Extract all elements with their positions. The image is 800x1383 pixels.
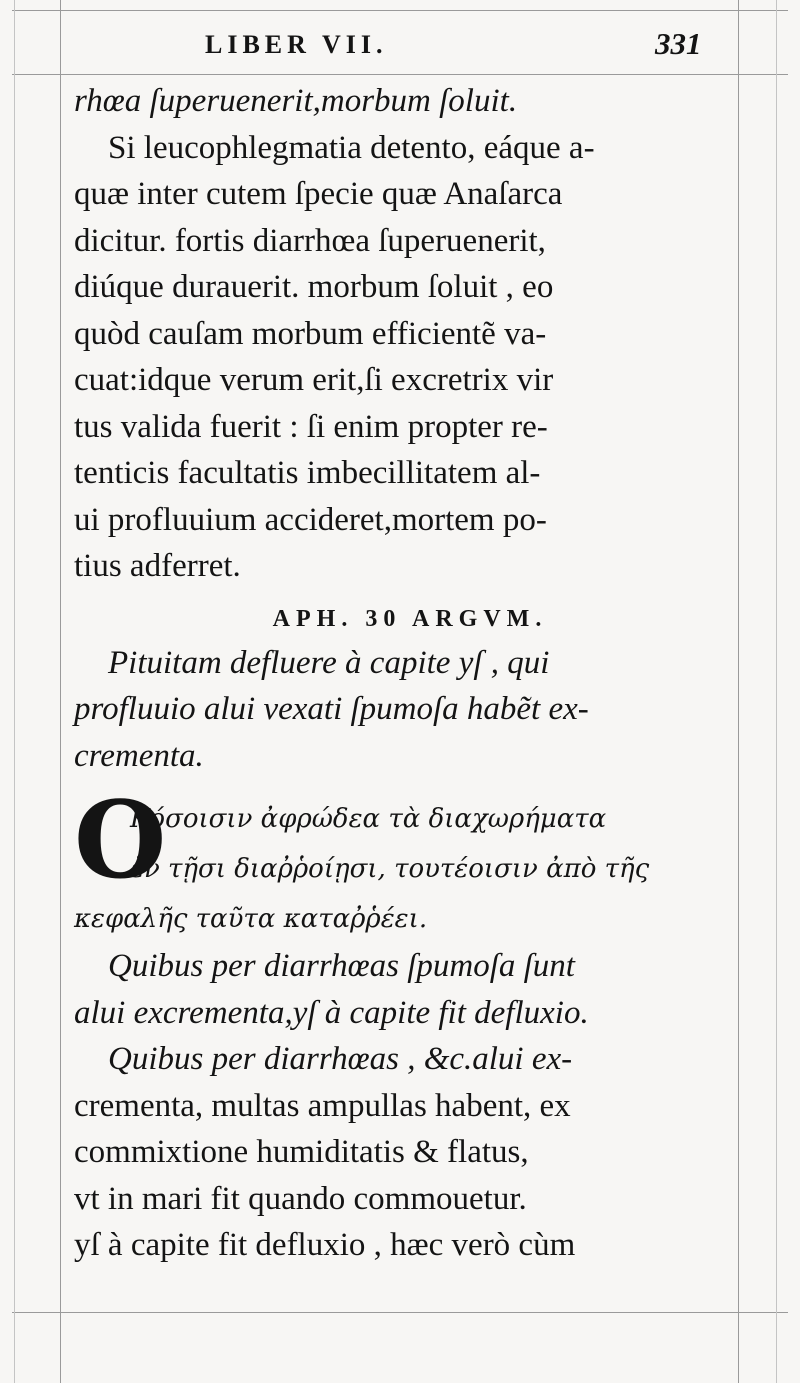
text-line: ui profluuium accideret,mortem po- — [74, 501, 547, 538]
header-rule — [12, 74, 788, 75]
text-line: Quibus per diarrhœas ſpumoſa ſunt — [108, 948, 575, 984]
text-line: vt in mari fit quando commouetur. — [74, 1180, 527, 1217]
text-line: tius adferret. — [74, 548, 241, 584]
top-rule — [12, 10, 788, 11]
paragraph-translation — [74, 943, 726, 1269]
body-text — [74, 78, 726, 1269]
spacer — [74, 779, 726, 793]
greek-line: κεφαλῆς ταῦτα καταῤῥέει. — [74, 904, 428, 934]
text-line: tenticis facultatis imbecillitatem al- — [74, 455, 541, 491]
text-line: tus valida fuerit : ſi enim propter re- — [74, 408, 548, 445]
text-line: crementa. — [74, 737, 204, 774]
aphorism-heading: APH. 30 ARGVM. — [272, 605, 548, 632]
text-line: crementa, multas ampullas habent, ex — [74, 1087, 571, 1124]
text-line: dicitur. fortis diarrhœa ſuperuenerit, — [74, 222, 546, 259]
outer-left-rule — [14, 0, 15, 1383]
greek-aphorism — [74, 777, 726, 943]
paragraph-argument — [74, 640, 726, 780]
text-line: rhœa ſuperuenerit,morbum ſoluit. — [74, 83, 518, 119]
greek-line: Κόσοισιν ἀφρώδεα τὰ διαχωρήματα — [130, 804, 607, 834]
text-line: Si leucophlegmatia detento, eáque a- — [108, 129, 595, 166]
paragraph-commentary — [74, 78, 726, 590]
left-margin-rule — [60, 0, 61, 1383]
text-line: Pituitam defluere à capite yſ , qui — [108, 644, 550, 681]
running-header — [0, 26, 800, 74]
bottom-rule — [12, 1312, 788, 1313]
text-line: profluuio alui vexati ſpumoſa habẽt ex- — [74, 691, 589, 727]
text-line: commixtione humiditatis & flatus, — [74, 1134, 529, 1170]
text-line: quæ inter cutem ſpecie quæ Anaſarca — [74, 176, 563, 212]
text-line: diúque durauerit. morbum ſoluit , eo — [74, 269, 554, 305]
right-margin-rule — [738, 0, 739, 1383]
running-title: LIBER VII. — [205, 30, 388, 59]
text-line: Quibus per diarrhœas , &c.alui ex- — [108, 1041, 573, 1077]
text-line: yſ à capite fit defluxio , hæc verò cùm — [74, 1227, 576, 1263]
text-line: alui excrementa,yſ à capite fit defluxio. — [74, 994, 589, 1031]
drop-cap: O — [74, 777, 167, 902]
text-line: cuat:idque verum erit,ſi excretrix vir — [74, 362, 554, 398]
greek-line: ἐν τῇσι διαῤῥοίῃσι, τουτέοισιν ἀπὸ τῆς — [130, 854, 650, 884]
outer-right-rule — [776, 0, 777, 1383]
page-number: 331 — [655, 26, 702, 61]
text-line: quòd cauſam morbum efficientẽ va- — [74, 315, 547, 352]
